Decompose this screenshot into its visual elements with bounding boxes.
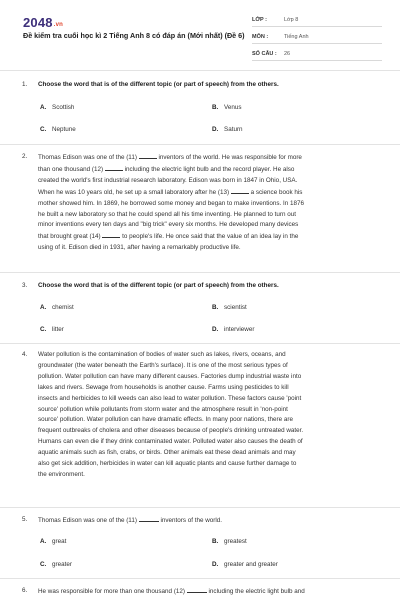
option-text: Neptune (52, 126, 76, 133)
option-letter: B. (212, 104, 219, 111)
option-d[interactable] (212, 326, 254, 333)
passage-text: minor inventions every ten days and "big trick" every six months. He developed many devices (38, 221, 299, 229)
divider (0, 144, 400, 145)
divider (0, 343, 400, 344)
meta-class-label: LỚP : (252, 17, 267, 23)
option-b[interactable] (212, 304, 247, 311)
passage-text: that brought great (14) (38, 233, 101, 241)
passage-text: groundwater (the water beneath the Earth's surface). It is one of the most serious types of (38, 361, 288, 369)
question-prompt: Choose the word that is of the different topic (or part of speech) from the others. (38, 81, 279, 88)
meta-row-class (252, 15, 382, 27)
passage-text: to people's life. He once said that the value of an idea lay in the (122, 233, 299, 241)
passage-text: source' pollution. Water pollution can have dramatic effects. In many poor nations, there are (38, 416, 293, 424)
passage-text: inventors of the world. He was responsible for more (158, 154, 302, 161)
passage-text: using of it. Edison died in 1931, after having a remarkably productive life. (38, 244, 241, 252)
blank-14[interactable] (102, 231, 120, 238)
option-text: chemist (52, 304, 74, 311)
option-letter: A. (40, 104, 47, 111)
meta-subject-label: MÔN : (252, 34, 269, 40)
meta-row-count (252, 49, 382, 61)
divider (0, 507, 400, 508)
option-d[interactable] (212, 126, 243, 133)
passage-text: insects and herbicides to kill weeds can also lead to water pollution. These factors cause 'point (38, 394, 302, 402)
meta-panel (252, 15, 382, 66)
option-c[interactable] (40, 326, 64, 333)
meta-count-label: SỐ CÂU : (252, 51, 277, 57)
option-text: scientist (224, 304, 247, 311)
option-text: greater and greater (224, 561, 278, 568)
passage-text: Water pollution is the contamination of bodies of water such as lakes, rivers, oceans, and (38, 351, 286, 358)
option-text: great (52, 538, 67, 545)
option-b[interactable] (212, 538, 247, 545)
question-number: 2. (22, 153, 28, 160)
passage-text: Humans can even die if they drink contaminated water. Polluted water also causes the death of (38, 438, 303, 446)
meta-row-subject (252, 32, 382, 44)
option-letter: D. (212, 561, 219, 568)
question-prompt: Choose the word that is of the different topic (or part of speech) from the others. (38, 282, 279, 289)
blank-12[interactable] (105, 164, 123, 171)
question-number: 3. (22, 282, 28, 289)
option-a[interactable] (40, 104, 74, 111)
option-letter: C. (40, 561, 47, 568)
option-a[interactable] (40, 304, 74, 311)
blank-12[interactable] (187, 586, 207, 593)
passage-text: aquatic animals such as fish, crabs, or birds. Other animals eat these dead animals and may (38, 449, 296, 457)
passage-text: mother showed him. In 1869, he borrowed some money and began to make inventions. In 1876 (38, 199, 305, 207)
option-letter: C. (40, 326, 47, 333)
blank-13[interactable] (231, 187, 249, 194)
option-c[interactable] (40, 126, 76, 133)
option-a[interactable] (40, 538, 66, 545)
option-text: Scottish (52, 104, 75, 111)
page-header (0, 0, 400, 70)
option-letter: C. (40, 126, 47, 133)
passage-text: created the world's first industrial research laboratory. Edison was born in 1847 in Ohio, USA. (38, 176, 298, 184)
option-text: interviewer (224, 326, 255, 333)
option-d[interactable] (212, 561, 278, 568)
passage-text: frequent outbreaks of cholera and other diseases because of people's drinking untreated water. (38, 427, 304, 435)
option-text: litter (52, 326, 64, 333)
question-prompt (38, 515, 374, 527)
divider (0, 70, 400, 71)
option-text: Saturn (224, 126, 243, 133)
question-prompt (38, 586, 374, 598)
option-text: Venus (224, 104, 242, 111)
option-letter: D. (212, 326, 219, 333)
passage (38, 152, 374, 254)
prompt-text: inventors of the world. (160, 517, 223, 524)
passage-text: When he was 10 years old, he set up a small laboratory after he (13) (38, 188, 230, 196)
passage-text: a science book his (250, 188, 303, 196)
passage-text: the environment. (38, 470, 85, 478)
question-number: 6. (22, 587, 28, 594)
question-number: 5. (22, 516, 28, 523)
option-c[interactable] (40, 561, 72, 568)
logo-suffix: .vn (53, 22, 64, 28)
option-letter: A. (40, 538, 47, 545)
meta-subject-value: Tiếng Anh (284, 34, 309, 40)
passage (38, 350, 374, 481)
divider (0, 578, 400, 579)
passage-text: including the electric light bulb and the record player. He also (124, 165, 295, 173)
option-text: greatest (224, 538, 247, 545)
passage-text: he built a new laboratory so that he could spend all his time inventing. He planned to turn out (38, 210, 296, 218)
prompt-text: Thomas Edison was one of the (11) (38, 517, 137, 524)
divider (0, 272, 400, 273)
passage-text: also get sick addition, herbicides in water can kill aquatic plants and cause further damage to (38, 460, 297, 468)
blank-11[interactable] (139, 152, 157, 159)
option-letter: D. (212, 126, 219, 133)
meta-class-value: Lớp 8 (284, 17, 299, 23)
passage-text: pollution. Water pollution can have many different causes. Factories dump industrial waste into (38, 372, 302, 380)
meta-count-value: 26 (284, 51, 291, 57)
passage-text: source' pollution while pollutants from storm water and the atmosphere result in 'non-point (38, 405, 288, 413)
prompt-text: He was responsible for more than one thousand (12) (38, 588, 186, 595)
option-letter: A. (40, 304, 47, 311)
passage-text: Thomas Edison was one of the (11) (38, 154, 137, 161)
passage-text: than one thousand (12) (38, 165, 104, 173)
option-text: greater (52, 561, 72, 568)
logo-text: 2048 (23, 15, 53, 30)
passage-text: lakes and rivers. Sewage from households is another cause. Farms using pesticides to kill (38, 383, 289, 391)
blank-11[interactable] (139, 515, 159, 522)
option-b[interactable] (212, 104, 242, 111)
document-title: Đề kiểm tra cuối học kì 2 Tiếng Anh 8 có đáp án (Mới nhất) (Đề 6) (23, 31, 245, 40)
question-number: 1. (22, 81, 28, 88)
option-letter: B. (212, 304, 219, 311)
site-logo[interactable] (23, 15, 63, 30)
option-letter: B. (212, 538, 219, 545)
question-number: 4. (22, 351, 28, 358)
prompt-text: including the electric light bulb and (208, 588, 305, 595)
